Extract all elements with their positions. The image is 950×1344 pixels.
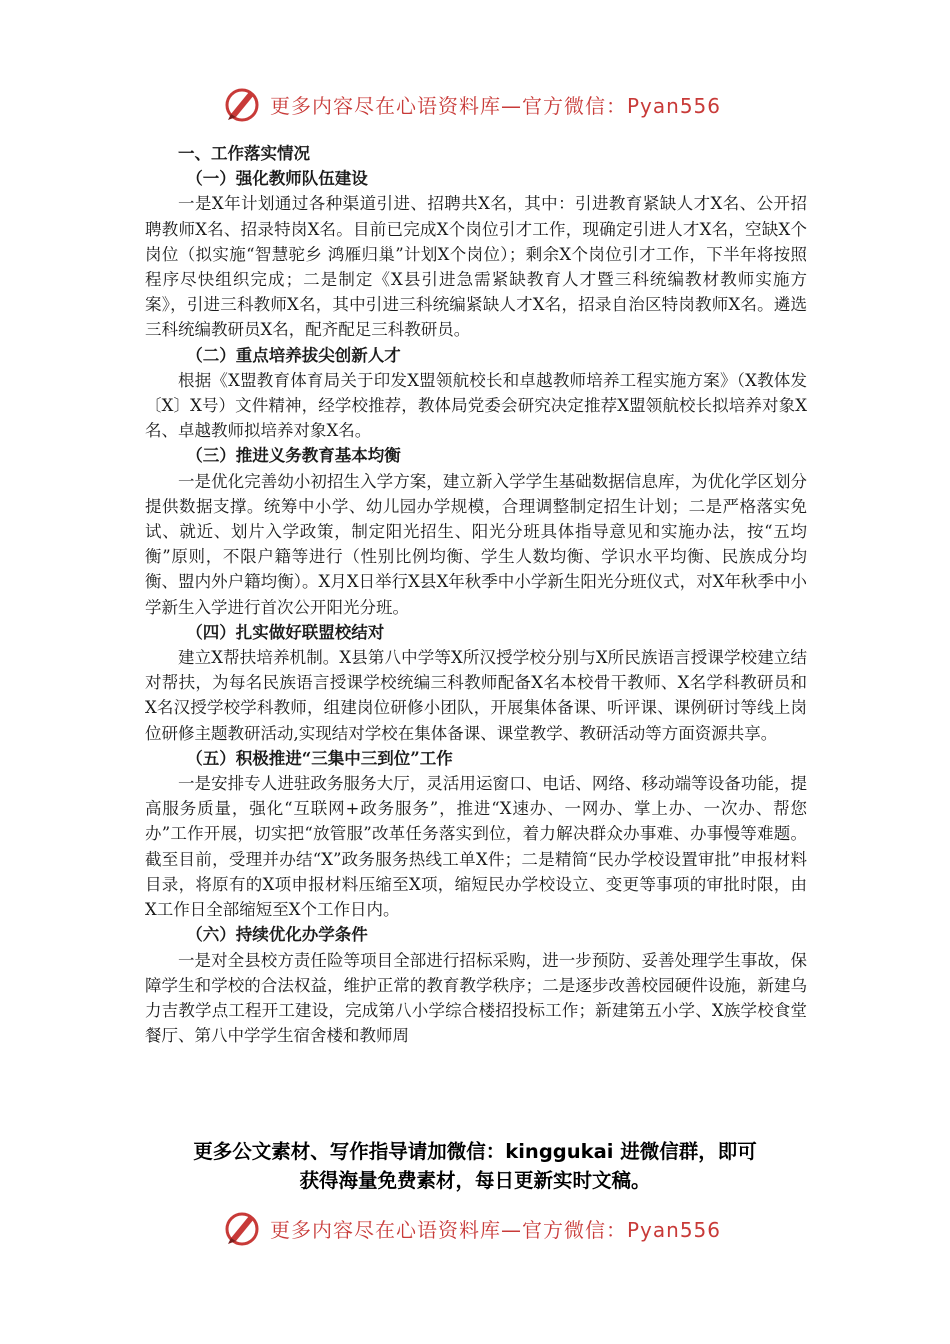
footer-banner: [222, 1208, 742, 1248]
pen-circle-logo-icon: [222, 1208, 262, 1248]
section-paragraph: 根据《X盟教育体育局关于印发X盟领航校长和卓越教师培养工程实施方案》（X教体发〔X〕X号）文件精神，经学校推荐，教体局党委会研究决定推荐X盟领航校长拟培养对象X名、卓越教师拟培养对象X名。: [145, 370, 807, 441]
section-title: （五）积极推进“三集中三到位”工作: [186, 748, 453, 768]
document-heading: 一、工作落实情况: [178, 144, 310, 163]
section-paragraph: 一是安排专人进驻政务服务大厅，灵活用运窗口、电话、网络、移动端等设备功能，提高服务质量，强化“互联网+政务服务”，推进“X速办、一网办、掌上办、一次办、帮您办”工作开展，切实把“放管服”改革任务落实到位，着力解决群众办事难、办事慢等难题。截至目前，受理并办结“X”政务服务热线工单X件；二是精简“民办学校设置审批”申报材料目录，将原有的X项申报材料压缩至X项，缩短民办学校设立、变更等事项的审批时限，由X工作日全部缩短至X个工作日内。: [145, 774, 807, 920]
document-body: [145, 141, 807, 1048]
section-paragraph: 建立X帮扶培养机制。X县第八中学等X所汉授学校分别与X所民族语言授课学校建立结对帮扶，为每名民族语言授课学校统编三科教师配备X名本校骨干教师、X名学科教研员和X名汉授学校学科教师，组建岗位研修小团队，开展集体备课、听评课、课例研讨等线上岗位研修主题教研活动,实现结对学校在集体备课、课堂教学、教研活动等方面资源共享。: [145, 648, 807, 743]
section-paragraph: 一是优化完善幼小初招生入学方案，建立新入学学生基础数据信息库，为优化学区划分提供数据支撑。统筹中小学、幼儿园办学规模，合理调整制定招生计划；二是严格落实免试、就近、划片入学政策，制定阳光招生、阳光分班具体指导意见和实施办法，按“五均衡”原则，不限户籍等进行（性别比例均衡、学生人数均衡、学识水平均衡、民族成分均衡、盟内外户籍均衡）。X月X日举行X县X年秋季中小学新生阳光分班仪式，对X年秋季中小学新生入学进行首次公开阳光分班。: [145, 471, 807, 617]
section-title: （三）推进义务教育基本均衡: [186, 446, 401, 466]
promo-line: 更多公文素材、写作指导请加微信：kinggukai 进微信群，即可: [193, 1140, 757, 1163]
section-title: （六）持续优化办学条件: [186, 925, 368, 945]
promo-line: 获得海量免费素材，每日更新实时文稿。: [299, 1169, 651, 1192]
promo-notice: [130, 1137, 820, 1195]
section-paragraph: 一是对全县校方责任险等项目全部进行招标采购，进一步预防、妥善处理学生事故，保障学生和学校的合法权益，维护正常的教育教学秩序；二是逐步改善校园硬件设施，新建乌力吉教学点工程开工建设，完成第八小学综合楼招投标工作；新建第五小学、X族学校食堂餐厅、第八中学学生宿舍楼和教师周: [145, 950, 807, 1046]
section-title: （四）扎实做好联盟校结对: [186, 622, 385, 642]
section-title: （二）重点培养拔尖创新人才: [186, 345, 401, 365]
section-title: （一）强化教师队伍建设: [186, 169, 368, 189]
banner-text: 更多内容尽在心语资料库—官方微信：Pyan556: [270, 93, 722, 118]
pen-circle-logo-icon: [222, 84, 262, 124]
section-paragraph: 一是X年计划通过各种渠道引进、招聘共X名，其中：引进教育紧缺人才X名、公开招聘教师X名、招录特岗X名。目前已完成X个岗位引才工作，现确定引进人才X名，空缺X个岗位（拟实施“智慧驼乡 鸿雁归巢”计划X个岗位）；剩余X个岗位引才工作，下半年将按照程序尽快组织完成；二是制定《X县引进急需紧缺教育人才暨三科统编教材教师实施方案》，引进三科教师X名，其中引进三科统编紧缺人才X名，招录自治区特岗教师X名。遴选三科统编教研员X名，配齐配足三科教研员。: [145, 194, 807, 340]
header-banner: [222, 84, 742, 124]
banner-text: 更多内容尽在心语资料库—官方微信：Pyan556: [270, 1217, 722, 1242]
